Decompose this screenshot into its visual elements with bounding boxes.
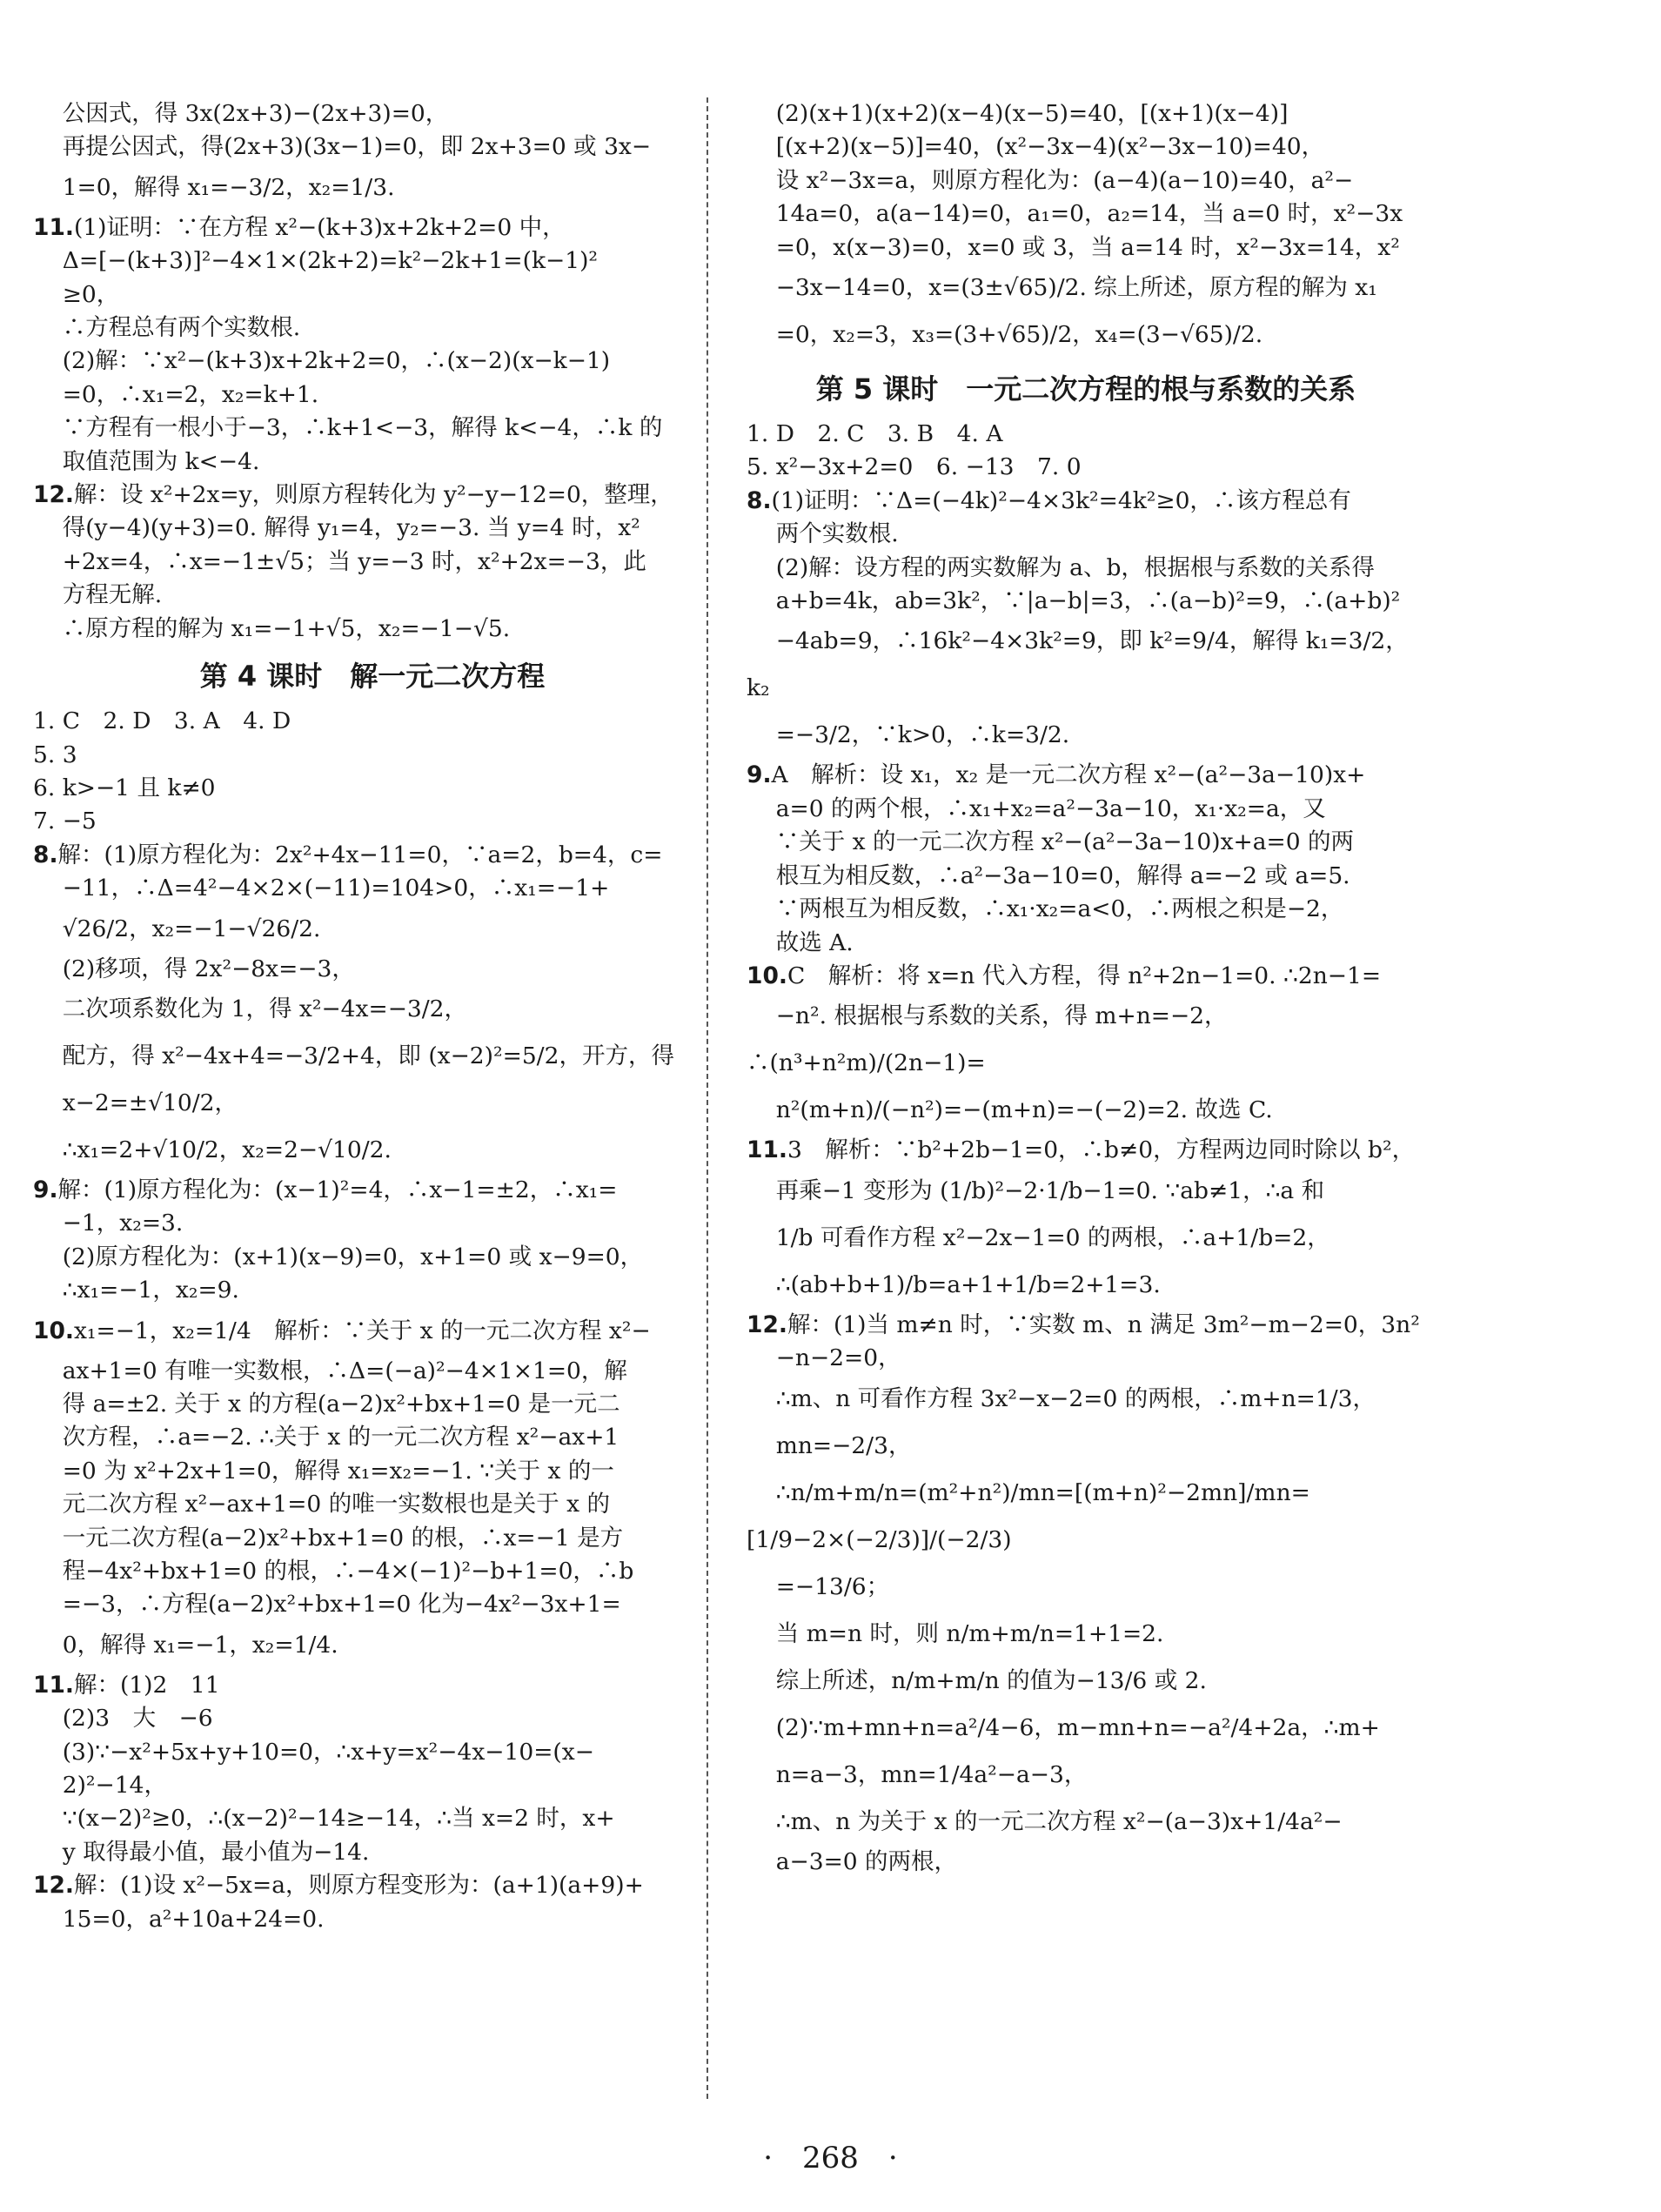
question-number: 8. (33, 841, 58, 868)
text-line (747, 893, 1425, 926)
text-line (33, 1488, 712, 1521)
line-text: 14a=0，a(a−14)=0，a₁=0，a₂=14，当 a=0 时，x²−3x (747, 200, 1403, 228)
line-text: ∵(x−2)²≥0，∴(x−2)²−14≥−14，∴当 x=2 时，x+ (33, 1805, 615, 1833)
text-line (747, 231, 1425, 265)
question-number: 9. (33, 1176, 58, 1203)
line-text: C 解析：将 x=n 代入方程，得 n²+2n−1=0. ∴2n−1= (787, 962, 1382, 989)
line-text: √26/2，x₂=−1−√26/2. (33, 915, 321, 942)
text-line (33, 1588, 712, 1621)
question-number: 12. (33, 1872, 74, 1900)
line-text: 7. −5 (33, 808, 97, 835)
text-line (747, 927, 1425, 960)
text-line (747, 1705, 1425, 1752)
line-text: 3 解析：∵b²+2b−1=0，∴b≠0，方程两边同时除以 b²， (787, 1136, 1416, 1164)
text-line (33, 131, 712, 164)
line-text: 第 4 课时 解一元二次方程 (199, 660, 546, 694)
text-line (33, 1702, 712, 1735)
line-text: ax+1=0 有唯一实数根，∴Δ=(−a)²−4×1×1=0，解 (33, 1357, 627, 1384)
text-line (33, 1207, 712, 1240)
text-line (33, 1769, 712, 1802)
text-line (747, 1799, 1425, 1846)
text-line (33, 953, 712, 986)
line-text: mn=−2/3， (747, 1431, 912, 1459)
text-line (33, 986, 712, 1033)
line-text: 解：(1)2 11 (73, 1671, 220, 1699)
line-text: ∴x₁=−1，x₂=9. (33, 1277, 239, 1304)
text-line (747, 518, 1425, 551)
line-text: 当 m=n 时，则 n/m+m/n=1+1=2. (747, 1619, 1164, 1647)
line-text: 再乘−1 变形为 (1/b)²−2·1/b−1=0. ∵ab≠1，∴a 和 (747, 1176, 1325, 1204)
text-line (33, 705, 712, 738)
line-text: =−3，∴方程(a−2)x²+bx+1=0 化为−4x²−3x+1= (33, 1591, 621, 1619)
text-line (33, 1903, 712, 1936)
text-line (33, 1174, 712, 1207)
line-text: 2)²−14， (33, 1772, 167, 1800)
text-line (747, 1168, 1425, 1215)
line-text: =0 为 x²+2x+1=0，解得 x₁=x₂=−1. ∵关于 x 的一 (33, 1457, 614, 1485)
line-text: 一元二次方程(a−2)x²+bx+1=0 的根，∴x=−1 是方 (33, 1524, 624, 1552)
text-line (747, 1658, 1425, 1705)
text-line (33, 839, 712, 872)
line-text: 5. 3 (33, 741, 77, 768)
line-text: 0，解得 x₁=−1，x₂=1/4. (33, 1631, 338, 1659)
text-line (747, 1611, 1425, 1658)
line-text: ∴m、n 可看作方程 3x²−x−2=0 的两根，∴m+n=1/3， (747, 1384, 1376, 1412)
text-line (33, 805, 712, 838)
text-line (747, 960, 1425, 993)
line-text: 5. x²−3x+2=0 6. −13 7. 0 (747, 453, 1082, 481)
line-text: 解：(1)原方程化为：(x−1)²=4，∴x−1=±2，∴x₁= (57, 1176, 618, 1203)
line-text: [(x+2)(x−5)]=40，(x²−3x−4)(x²−3x−10)=40， (747, 133, 1325, 161)
text-line (33, 1669, 712, 1702)
question-number: 11. (747, 1136, 787, 1164)
text-line (33, 1622, 712, 1669)
text-line (33, 278, 712, 312)
line-text: −11，∴Δ=4²−4×2×(−11)=104>0，∴x₁=−1+ (33, 875, 610, 902)
text-line (33, 1080, 712, 1127)
line-text: =0，∴x₁=2，x₂=k+1. (33, 380, 319, 408)
question-number: 12. (747, 1310, 787, 1338)
text-line (33, 312, 712, 345)
line-text: n=a−3，mn=1/4a²−a−3， (747, 1760, 1088, 1788)
text-line (747, 1564, 1425, 1611)
section-heading (747, 367, 1425, 407)
text-line (33, 1274, 712, 1307)
text-line (33, 1421, 712, 1454)
text-line (747, 1376, 1425, 1423)
text-line (33, 1241, 712, 1274)
line-text: 1=0，解得 x₁=−3/2，x₂=1/3. (33, 173, 395, 201)
text-line (747, 618, 1425, 712)
text-line (747, 312, 1425, 359)
line-text: 元二次方程 x²−ax+1=0 的唯一实数根也是关于 x 的 (33, 1491, 610, 1518)
line-text: −n². 根据根与系数的关系，得 m+n=−2，∴(n³+n²m)/(2n−1)= (747, 1002, 1228, 1077)
text-line (747, 1846, 1425, 1879)
line-text: (2)∵m+mn+n=a²/4−6，m−mn+n=−a²/4+2a，∴m+ (747, 1713, 1380, 1741)
text-line (747, 793, 1425, 826)
line-text: (1)证明：∵Δ=(−4k)²−4×3k²=4k²≥0，∴该方程总有 (771, 486, 1351, 514)
text-line (33, 512, 712, 545)
line-text: (3)∵−x²+5x+y+10=0，∴x+y=x²−4x−10=(x− (33, 1738, 594, 1766)
line-text: Δ=[−(k+3)]²−4×1×(2k+2)=k²−2k+1=(k−1)² (33, 247, 599, 275)
line-text: ∵方程有一根小于−3，∴k+1<−3，解得 k<−4，∴k 的 (33, 414, 663, 442)
text-line (747, 552, 1425, 585)
line-text: ∴原方程的解为 x₁=−1+√5，x₂=−1−√5. (33, 614, 511, 642)
line-text: (2)移项，得 2x²−8x=−3， (33, 955, 355, 982)
column-divider (707, 97, 708, 2099)
question-number: 8. (747, 486, 772, 514)
line-text: (2)3 大 −6 (33, 1705, 213, 1733)
text-line (33, 245, 712, 278)
text-line (747, 198, 1425, 231)
line-text: −3x−14=0，x=(3±√65)/2. 综上所述，原方程的解为 x₁ (747, 274, 1377, 302)
line-text: a+b=4k，ab=3k²，∵|a−b|=3，∴(a−b)²=9，∴(a+b)² (747, 587, 1401, 615)
line-text: (2)解：∵x²−(k+3)x+2k+2=0，∴(x−2)(x−k−1) (33, 347, 611, 375)
text-line (33, 97, 712, 131)
text-line (33, 546, 712, 579)
text-line (747, 1423, 1425, 1470)
line-text: ∴方程总有两个实数根. (33, 314, 301, 342)
text-line (33, 412, 712, 445)
line-text: (1)证明：∵在方程 x²−(k+3)x+2k+2=0 中， (73, 213, 566, 241)
line-text: 配方，得 x²−4x+4=−3/2+4，即 (x−2)²=5/2，开方，得 (33, 1042, 674, 1069)
line-text: 15=0，a²+10a+24=0. (33, 1905, 325, 1933)
line-text: +2x=4，∴x=−1±√5；当 y=−3 时，x²+2x=−3，此 (33, 547, 646, 575)
text-line (747, 1134, 1425, 1167)
line-text: 程−4x²+bx+1=0 的根，∴−4×(−1)²−b+1=0，∴b (33, 1558, 634, 1585)
line-text: 得(y−4)(y+3)=0. 解得 y₁=4，y₂=−3. 当 y=4 时，x² (33, 514, 640, 542)
text-line (33, 1455, 712, 1488)
text-line (33, 1388, 712, 1421)
line-text: =−3/2，∵k>0，∴k=3/2. (747, 721, 1070, 749)
line-text: −4ab=9，∴16k²−4×3k²=9，即 k²=9/4，解得 k₁=3/2，k₂ (747, 627, 1409, 702)
line-text: =−13/6； (747, 1572, 890, 1600)
line-text: a=0 的两个根，∴x₁+x₂=a²−3a−10，x₁·x₂=a，又 (747, 794, 1326, 822)
text-line (747, 1215, 1425, 1262)
line-text: (2)原方程化为：(x+1)(x−9)=0，x+1=0 或 x−9=0， (33, 1243, 644, 1270)
line-text: ≥0， (33, 280, 120, 308)
text-line (33, 613, 712, 646)
text-line (33, 1555, 712, 1588)
line-text: n²(m+n)/(−n²)=−(m+n)=−(−2)=2. 故选 C. (747, 1096, 1273, 1124)
line-text: ∴n/m+m/n=(m²+n²)/mn=[(m+n)²−2mn]/mn=[1/9−2×(−2/3)]/(−2/3) (747, 1478, 1310, 1553)
line-text: =0，x(x−3)=0，x=0 或 3，当 a=14 时，x²−3x=14，x² (747, 233, 1400, 261)
line-text: 解：(1)当 m≠n 时，∵实数 m、n 满足 3m²−m−2=0，3n² (787, 1310, 1420, 1338)
page-number: · 268 · (763, 2141, 898, 2175)
right-column (747, 97, 1425, 1879)
text-line (33, 579, 712, 612)
line-text: 综上所述，n/m+m/n 的值为−13/6 或 2. (747, 1666, 1207, 1694)
line-text: 公因式，得 3x(2x+3)−(2x+3)=0， (33, 100, 449, 127)
text-line (33, 1033, 712, 1080)
text-line (747, 1342, 1425, 1375)
text-line (747, 1309, 1425, 1342)
line-text: ∴m、n 为关于 x 的一元二次方程 x²−(a−3)x+1/4a²− (747, 1807, 1343, 1835)
line-text: =0，x₂=3，x₃=(3+√65)/2，x₄=(3−√65)/2. (747, 321, 1263, 349)
line-text: 1. C 2. D 3. A 4. D (33, 707, 291, 735)
text-line (33, 211, 712, 245)
line-text: x−2=±√10/2， (33, 1089, 238, 1116)
text-line (747, 1470, 1425, 1564)
text-line (747, 451, 1425, 484)
line-text: 故选 A. (747, 928, 854, 956)
line-text: 解：设 x²+2x=y，则原方程转化为 y²−y−12=0，整理， (73, 481, 673, 509)
line-text: 第 5 课时 一元二次方程的根与系数的关系 (815, 372, 1356, 406)
line-text: ∵关于 x 的一元二次方程 x²−(a²−3a−10)x+a=0 的两 (747, 828, 1355, 856)
line-text: 取值范围为 k<−4. (33, 447, 260, 475)
line-text: 解：(1)设 x²−5x=a，则原方程变形为：(a+1)(a+9)+ (73, 1872, 644, 1900)
line-text: x₁=−1，x₂=1/4 解析：∵关于 x 的一元二次方程 x²− (73, 1317, 651, 1344)
text-line (33, 1308, 712, 1355)
text-line (747, 1262, 1425, 1309)
text-line (747, 97, 1425, 131)
text-line (33, 379, 712, 412)
line-text: ∴x₁=2+√10/2，x₂=2−√10/2. (33, 1136, 392, 1163)
line-text: ∴(ab+b+1)/b=a+1+1/b=2+1=3. (747, 1270, 1161, 1298)
line-text: A 解析：设 x₁，x₂ 是一元二次方程 x²−(a²−3a−10)x+ (771, 761, 1366, 789)
text-line (33, 872, 712, 905)
question-number: 11. (33, 213, 74, 241)
text-line (33, 1736, 712, 1769)
line-text: (2)(x+1)(x+2)(x−4)(x−5)=40，[(x+1)(x−4)] (747, 100, 1289, 127)
text-line (747, 485, 1425, 518)
text-line (33, 906, 712, 953)
text-line (33, 1836, 712, 1869)
question-number: 12. (33, 481, 74, 509)
line-text: −n−2=0， (747, 1344, 901, 1372)
text-line (747, 1087, 1425, 1134)
text-line (33, 1522, 712, 1555)
line-text: 1/b 可看作方程 x²−2x−1=0 的两根，∴a+1/b=2， (747, 1223, 1330, 1251)
text-line (33, 1355, 712, 1388)
line-text: 二次项系数化为 1，得 x²−4x=−3/2， (33, 995, 468, 1022)
line-text: 解：(1)原方程化为：2x²+4x−11=0，∵a=2，b=4，c= (57, 841, 663, 868)
text-line (33, 479, 712, 512)
line-text: 1. D 2. C 3. B 4. A (747, 420, 1003, 448)
text-line (33, 772, 712, 805)
text-line (747, 585, 1425, 618)
line-text: 得 a=±2. 关于 x 的方程(a−2)x²+bx+1=0 是一元二 (33, 1390, 620, 1418)
text-line (747, 712, 1425, 759)
line-text: 6. k>−1 且 k≠0 (33, 774, 216, 801)
text-line (747, 265, 1425, 312)
question-number: 10. (747, 962, 787, 989)
text-line (33, 345, 712, 378)
text-line (33, 164, 712, 211)
text-line (747, 418, 1425, 451)
text-line (747, 860, 1425, 893)
question-number: 10. (33, 1317, 74, 1344)
text-line (747, 993, 1425, 1087)
line-text: (2)解：设方程的两实数解为 a、b，根据根与系数的关系得 (747, 553, 1375, 581)
text-line (33, 1802, 712, 1835)
line-text: 设 x²−3x=a，则原方程化为：(a−4)(a−10)=40，a²− (747, 166, 1354, 194)
section-heading (33, 654, 712, 694)
line-text: 方程无解. (33, 581, 163, 609)
text-line (747, 759, 1425, 792)
line-text: ∵两根互为相反数，∴x₁·x₂=a<0，∴两根之积是−2， (747, 895, 1344, 923)
text-line (747, 131, 1425, 164)
question-number: 11. (33, 1671, 74, 1699)
text-line (33, 739, 712, 772)
text-line (33, 1127, 712, 1174)
text-line (33, 1869, 712, 1902)
text-line (747, 1752, 1425, 1799)
line-text: −1，x₂=3. (33, 1210, 184, 1237)
line-text: 再提公因式，得(2x+3)(3x−1)=0，即 2x+3=0 或 3x− (33, 133, 652, 161)
line-text: y 取得最小值，最小值为−14. (33, 1838, 370, 1866)
text-line (33, 446, 712, 479)
line-text: 次方程，∴a=−2. ∴关于 x 的一元二次方程 x²−ax+1 (33, 1424, 620, 1451)
line-text: 根互为相反数，∴a²−3a−10=0，解得 a=−2 或 a=5. (747, 861, 1350, 889)
left-column (33, 97, 712, 1936)
line-text: a−3=0 的两根， (747, 1847, 958, 1875)
line-text: 两个实数根. (747, 520, 899, 548)
text-line (747, 826, 1425, 859)
question-number: 9. (747, 761, 772, 789)
text-line (747, 164, 1425, 198)
